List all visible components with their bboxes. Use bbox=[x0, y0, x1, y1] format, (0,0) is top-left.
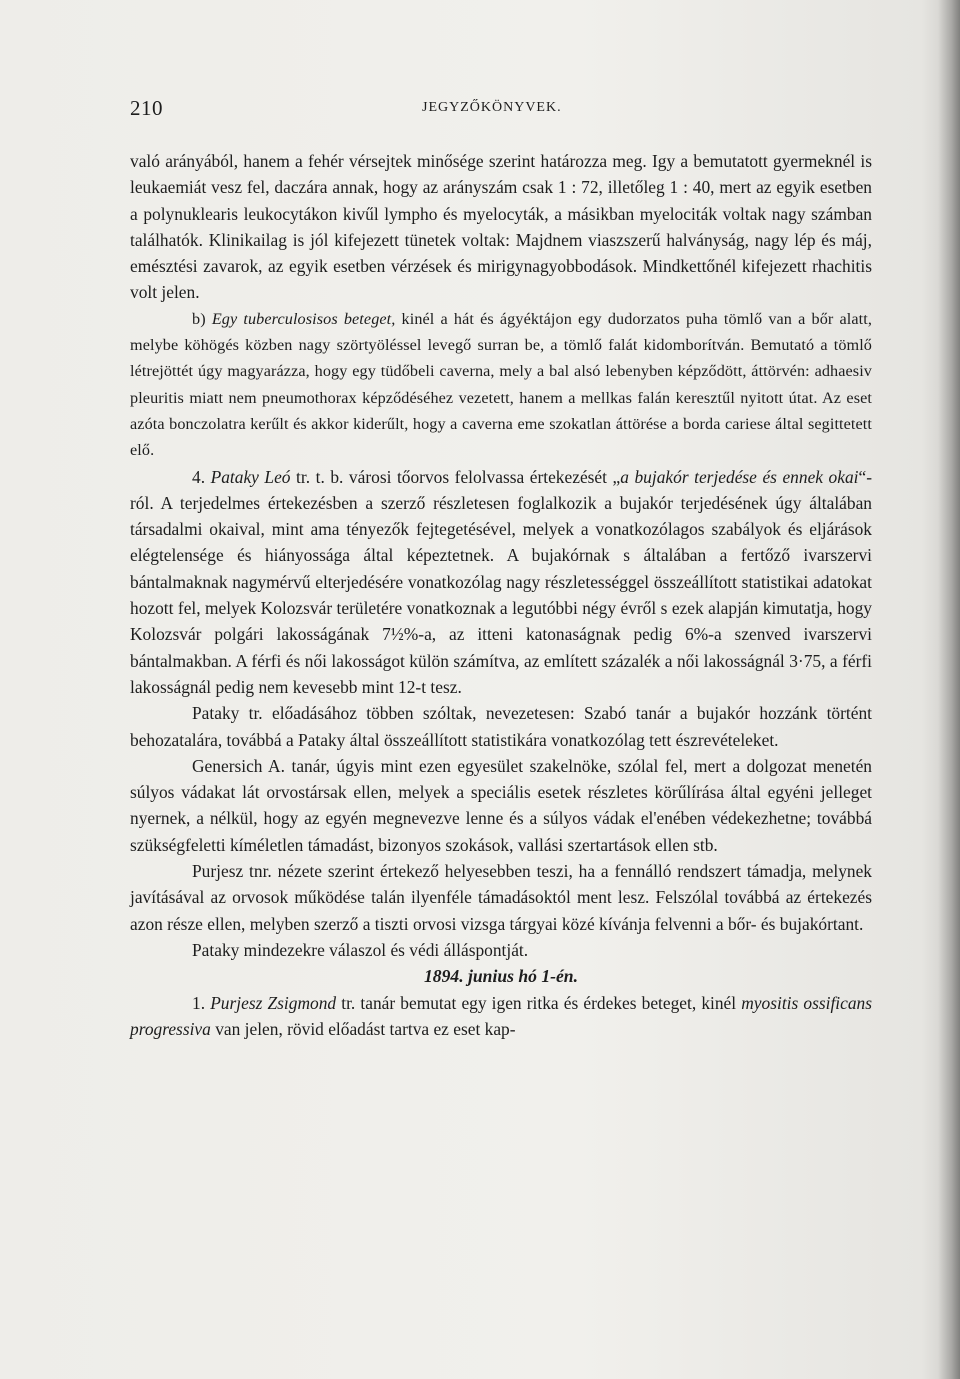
item-number: 4. bbox=[192, 466, 211, 487]
case-title: Egy tuberculosisos beteget, bbox=[211, 309, 396, 328]
author-name: Pataky Leó bbox=[210, 466, 291, 487]
item-number: 1. bbox=[192, 992, 211, 1013]
page-edge-shadow bbox=[938, 0, 960, 1379]
lecture-text: “-ról. A terjedelmes értekezésben a szerző részletesen foglalkozik a bujakór terjedésének úgy általában társadalmi okaival, mint ama tényezők fejtegetésével, melyek a vonatkozólagos szabályok és eljárások elégtelensége és hiányossága által képeztetnek. A bujakórnak s általában a fertőző ivarszervi bántalmaknak nagymérvű elterjedésére vonatkozólag nagy részletességgel összeállított statistikai adatokat hozott fel, melyek Kolozsvár területére vonatkoznak a legutóbbi négy évről s ezek alapján kimutatja, hogy Kolozsvár polgári lakosságának 7½%-a, az itteni katonaságnak pedig 6%-a szenved ivarszervi bántalmakban. A férfi és női lakosságot külön számítva, az említett százalék a női lakosságnál 3·75, a férfi lakosságnál pedig nem kevesebb mint 12-t tesz. bbox=[130, 466, 873, 697]
paragraph-lecture bbox=[130, 464, 872, 701]
paragraph-tuberculosis bbox=[130, 306, 872, 464]
running-head: JEGYZŐKÖNYVEK. bbox=[422, 100, 562, 115]
case-intro: tr. tanár bemutat egy igen ritka és érdekes beteget, kinél bbox=[336, 992, 742, 1013]
paragraph-leukaemia: való arányából, hanem a fehér vérsejtek minősége szerint határozza meg. Igy a bemutatott gyermeknél is leukaemiát vesz fel, daczára annak, hogy az arányszám csak 1 : 72, illetőleg 1 : 40, mert az egyik esetben a polynuklearis leukocytákon kivűl lympho és myelocyták, a másikban myelociták voltak nagy számban találhatók. Klinikailag is jól kifejezett tünetek voltak: Majdnem viaszszerű halványság, nagy lép és máj, emésztési zavarok, az egyik esetben vérzések és mirigynagyobbodások. Mindkettőnél kifejezett rhachitis volt jelen. bbox=[130, 151, 872, 303]
author-name: Purjesz Zsigmond bbox=[210, 992, 337, 1013]
page-number: 210 bbox=[130, 96, 163, 120]
paragraph-myositis bbox=[130, 990, 872, 1043]
paragraph-reply: Pataky mindezekre válaszol és védi álláspontját. bbox=[192, 939, 529, 960]
paragraph-genersich: Genersich A. tanár, úgyis mint ezen egyesület szakelnöke, szólal fel, mert a dolgozat menetén súlyos vádakat lát orvostársak ellen, melyek a speciális esetek részletes körűlírása által egyéni jelleget nyernek, a nélkül, hogy az egyén megnevezve lenne és a súlyos vádak el'enében védekezhetne; továbbá szükségfeletti kíméletlen támadást, bizonyos szokások, vallási szertartások ellen stb. bbox=[130, 755, 872, 855]
diagnosis-term: myositis ossificans progressiva bbox=[130, 992, 872, 1039]
case-text: kinél a hát és ágyéktájon egy dudorzatos puha tömlő van a bőr alatt, melybe köhögés közben nagy szörtyöléssel levegő surran be, a tömlő falát kidomborítván. Bemutató a tömlő létrejöttét úgy magyarázza, hogy egy tüdőbeli caverna, mely a bal alsó lebenyben képződött, áttörvén: adhaesiv pleuritis miatt nem pneumothorax képződéséhez vezetett, hanem a mellkas falán keresztűl nyitott útat. Az eset azóta bonczolatra kerűlt és akkor kiderűlt, hogy a caverna eme szokatlan áttörése a borda cariese által segittetett elő. bbox=[130, 309, 872, 460]
case-text: van jelen, rövid előadást tartva ez eset kap- bbox=[210, 1018, 516, 1039]
session-date: 1894. junius hó 1-én. bbox=[424, 966, 578, 987]
page-body bbox=[130, 148, 872, 1042]
lecture-intro: tr. t. b. városi tőorvos felolvassa értekezését „ bbox=[290, 466, 621, 487]
page-header bbox=[130, 96, 872, 126]
lecture-title: a bujakór terjedése és ennek okai bbox=[620, 466, 859, 487]
item-label: b) bbox=[192, 309, 212, 328]
paragraph-discussion: Pataky tr. előadásához többen szóltak, nevezetesen: Szabó tanár a bujakór hozzánk történt behozatalára, továbbá a Pataky által összeállított statistikára vonatkozólag tett észrevételeket. bbox=[130, 703, 872, 750]
paragraph-purjesz: Purjesz tnr. nézete szerint értekező helyesebben teszi, ha a fennálló rendszert támadja, melynek javításával az orvosok működése talán ilyenféle támadásoktól ment lesz. Felszólal továbbá az értekezés azon része ellen, melyben szerző a tiszti orvosi vizsga tárgyai közé kívánja felvenni a bőr- és bujakórtant. bbox=[130, 861, 872, 934]
